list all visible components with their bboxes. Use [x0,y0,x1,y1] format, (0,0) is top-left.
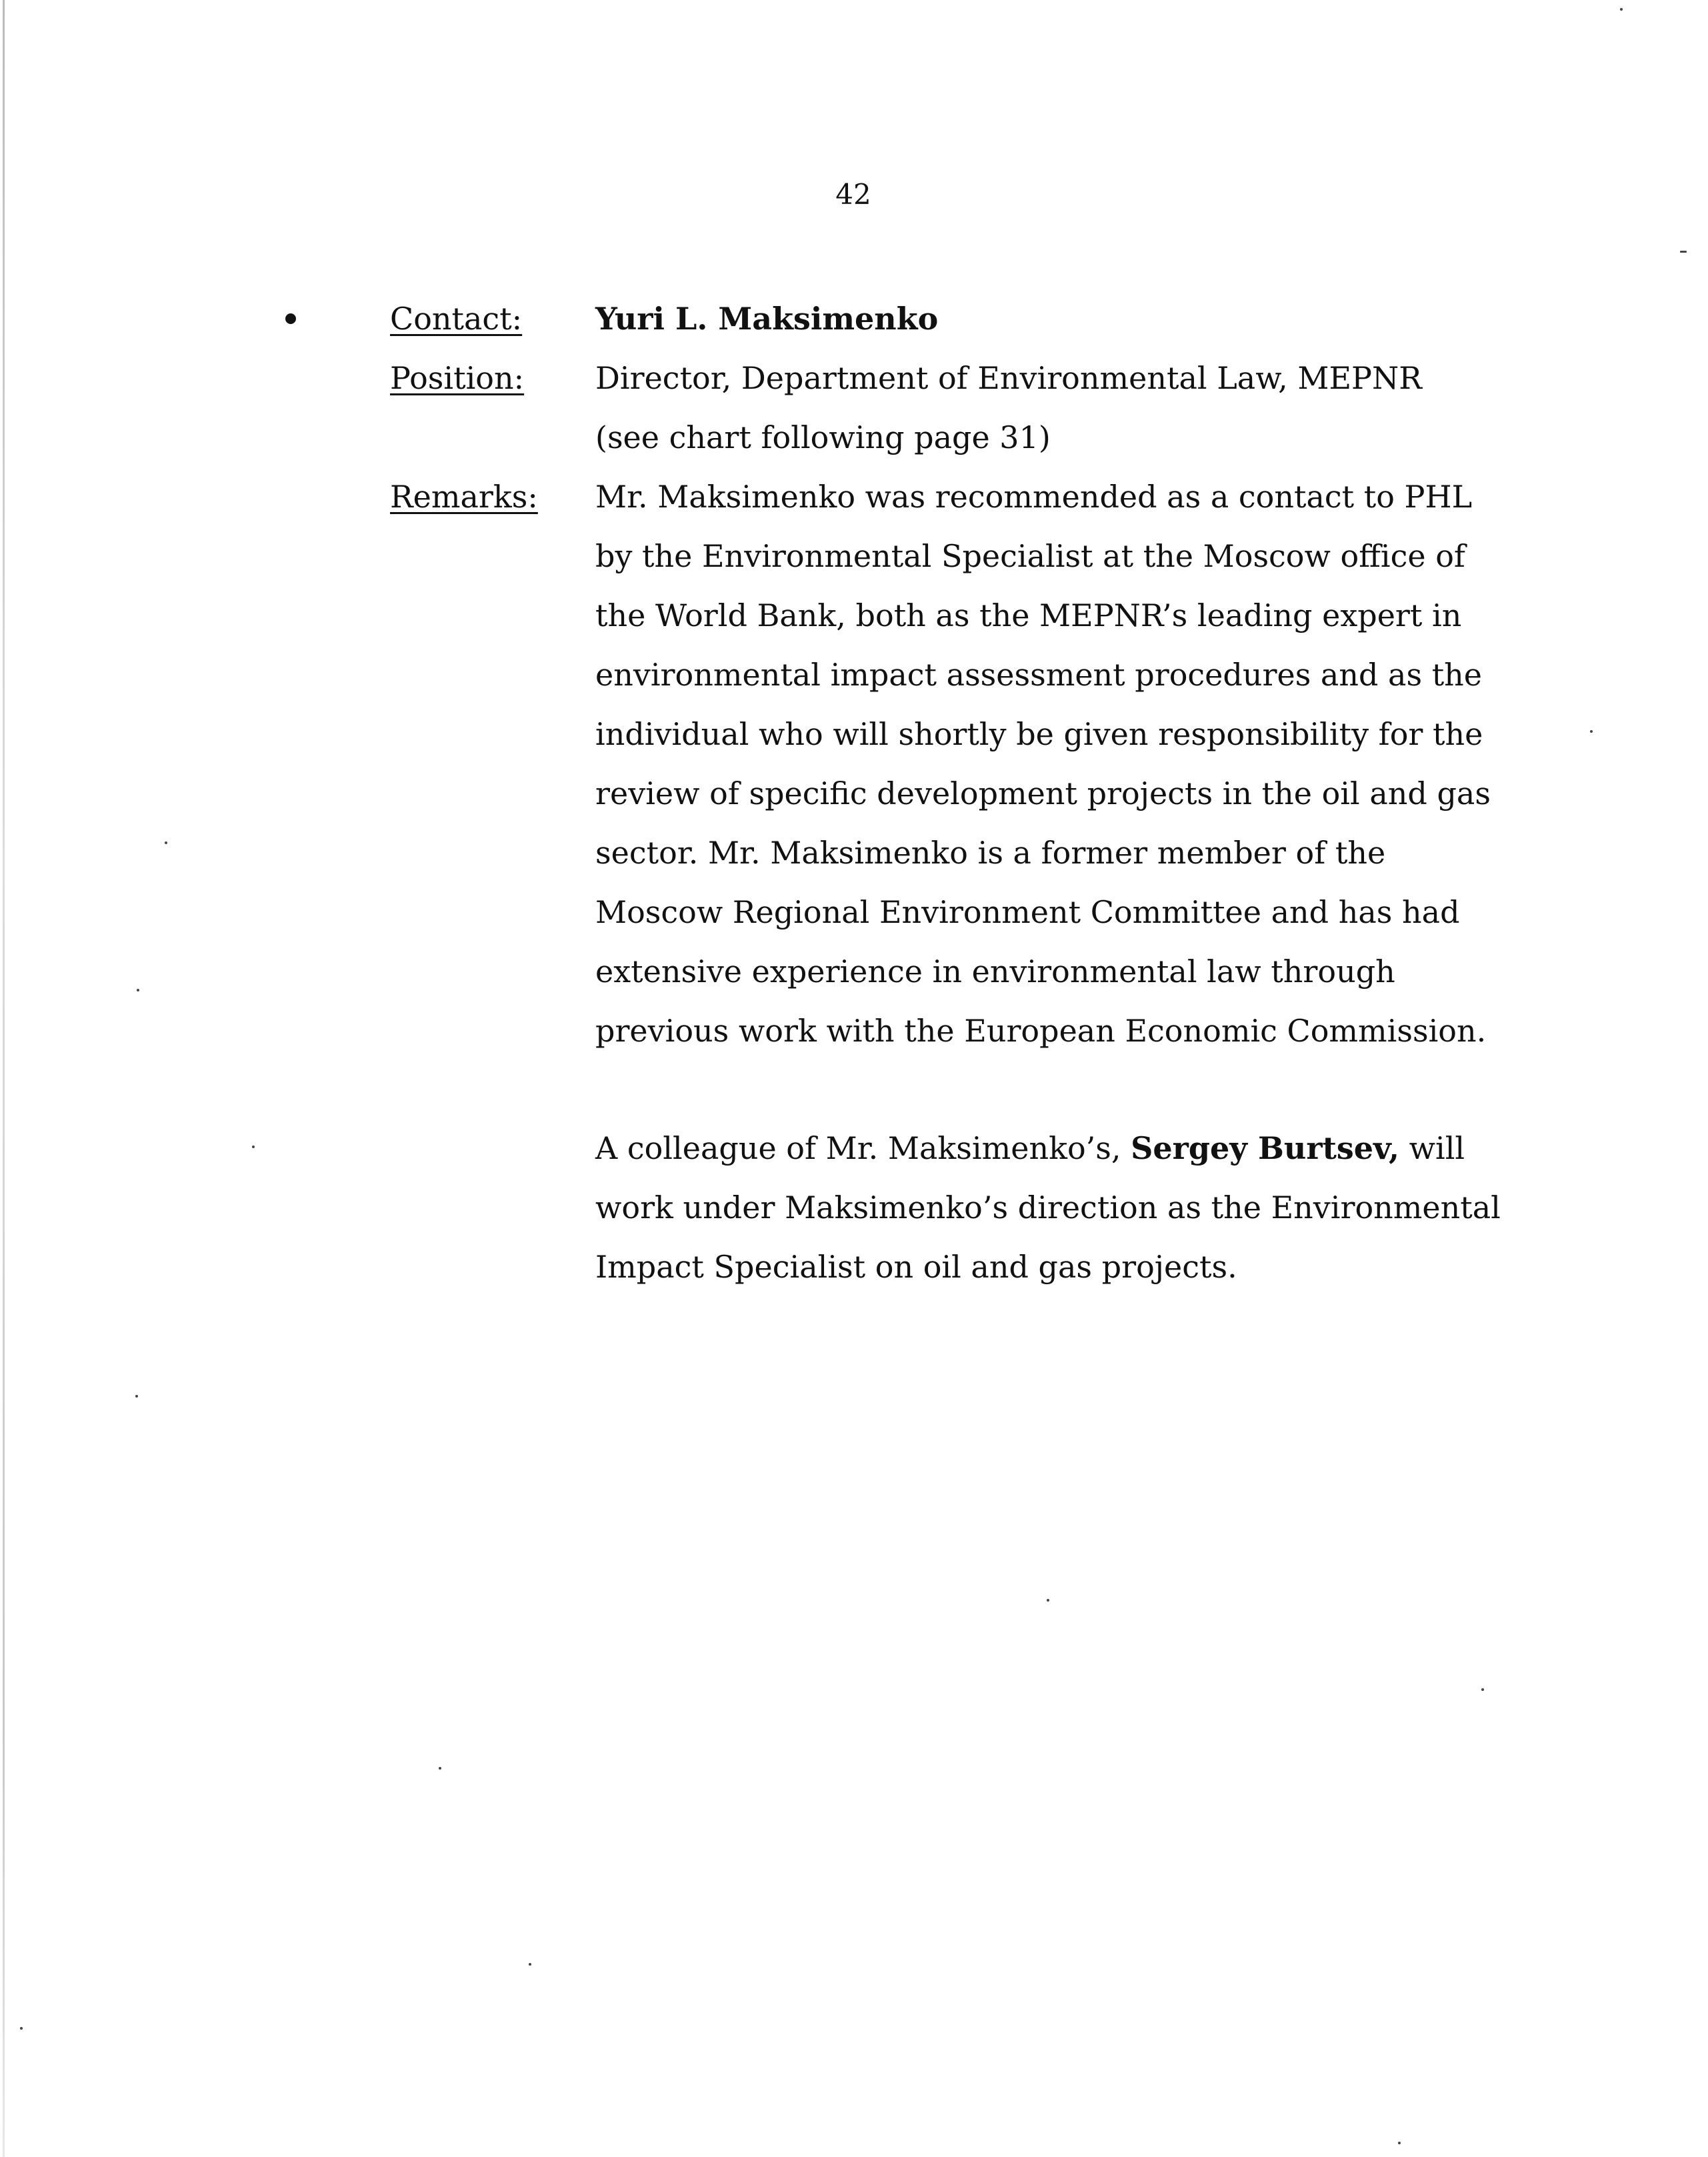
colleague-paragraph [595,1128,1529,1306]
remarks-line: the World Bank, both as the MEPNR’s leading expert in [595,597,1462,633]
remarks-line: Mr. Maksimenko was recommended as a contact to PHL [595,479,1473,515]
scan-speck [1481,1688,1484,1691]
remarks-line: by the Environmental Specialist at the Moscow office of [595,538,1465,574]
colleague-line: work under Maksimenko’s direction as the Environmental [595,1190,1501,1226]
remarks-line: review of specific development projects in the oil and gas [595,775,1491,811]
remarks-line: sector. Mr. Maksimenko is a former member of the [595,835,1386,871]
page-scan-edge [3,0,5,2157]
colleague-line [595,1128,1529,1188]
scan-speck [137,989,139,991]
scan-speck [1398,2142,1401,2144]
position-label: Position: [390,360,525,396]
scan-speck [1620,8,1623,11]
remarks-label: Remarks: [390,479,538,515]
page-number: 42 [835,178,871,211]
colleague-continuation: will [1399,1130,1465,1166]
colleague-intro: A colleague of Mr. Maksimenko’s, [595,1130,1131,1166]
contact-label: Contact: [390,301,523,337]
remarks-line: individual who will shortly be given responsibility for the [595,716,1483,752]
position-line: Director, Department of Environmental Law, MEPNR [595,360,1422,396]
contact-name: Yuri L. Maksimenko [595,301,939,337]
scan-speck [20,2027,23,2030]
scan-speck [439,1767,441,1770]
remarks-line: Moscow Regional Environment Committee and has had [595,894,1460,930]
remarks-paragraph [595,477,1529,1070]
remarks-line: extensive experience in environmental law through [595,953,1395,989]
bullet-marker [285,313,296,324]
scan-speck [529,1963,531,1966]
scan-speck [165,841,167,844]
scan-speck [1680,251,1687,253]
remarks-line: previous work with the European Economic Commission. [595,1013,1487,1049]
scan-speck [252,1146,255,1148]
scan-speck [1047,1599,1049,1602]
position-line: (see chart following page 31) [595,419,1051,455]
scan-speck [1590,730,1593,733]
scan-speck [135,1395,138,1398]
position-text [595,358,1529,477]
colleague-line: Impact Specialist on oil and gas projects. [595,1249,1237,1285]
colleague-name: Sergey Burtsev, [1131,1130,1399,1166]
remarks-line: environmental impact assessment procedures and as the [595,657,1483,693]
